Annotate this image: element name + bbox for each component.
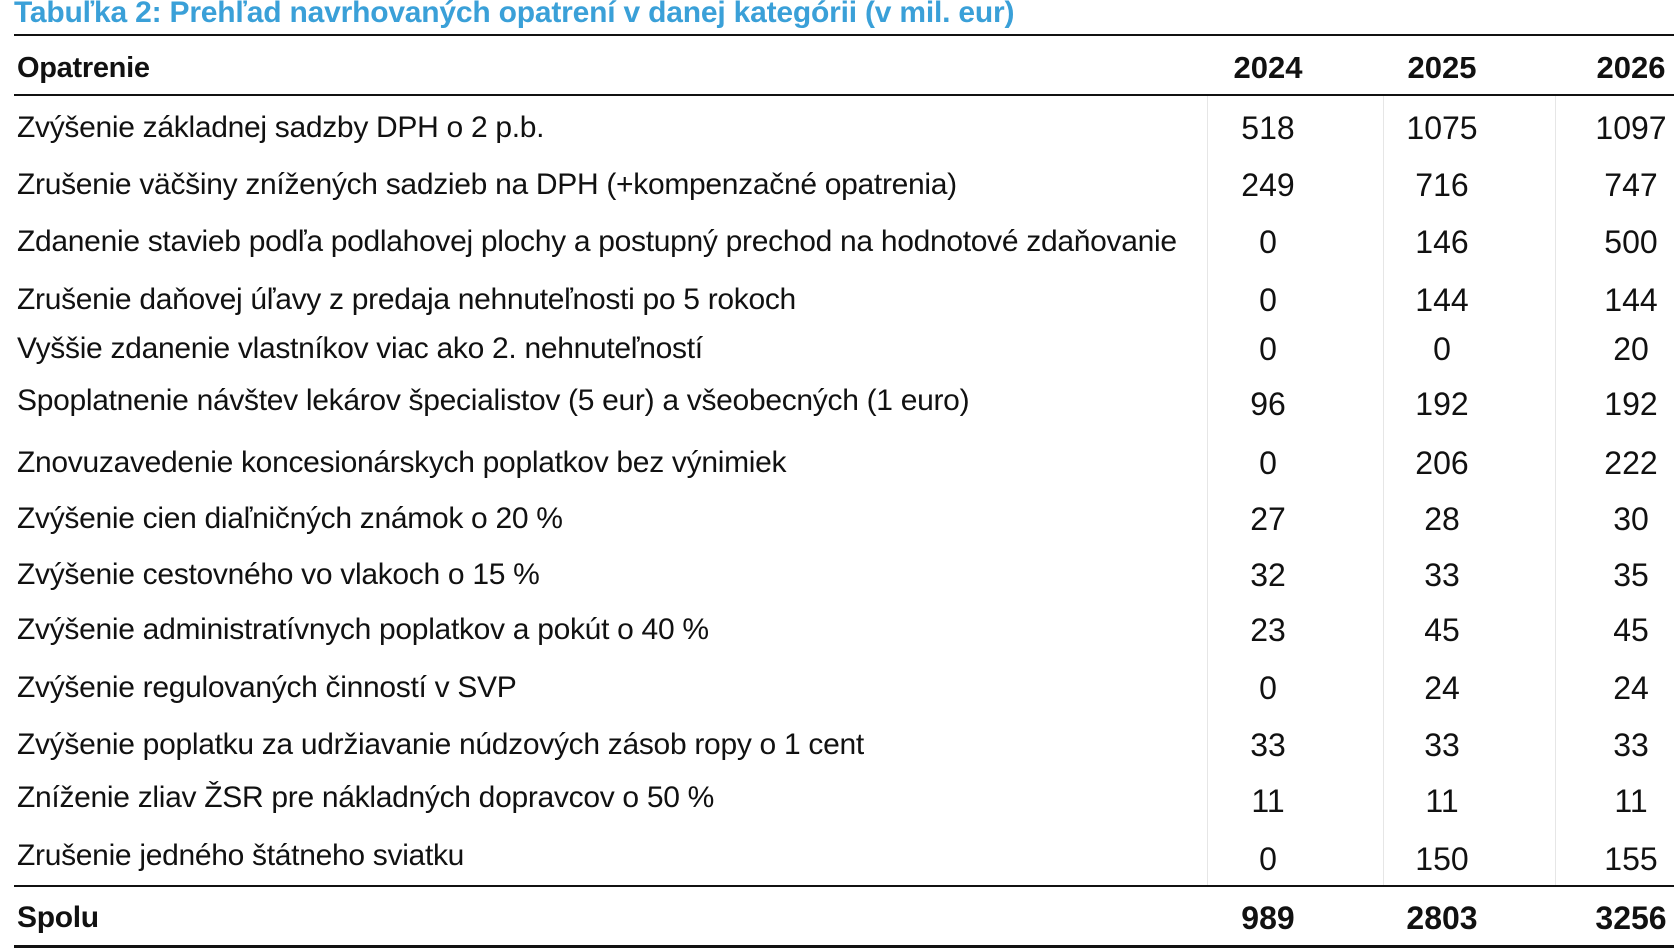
row-label: Zrušenie väčšiny znížených sadzieb na DPH (+kompenzačné opatrenia) [17, 168, 957, 201]
row-value-2026: 747 [1604, 167, 1658, 203]
table-caption: Tabuľka 2: Prehľad navrhovaných opatrení v danej kategórii (v mil. eur) [14, 0, 1015, 29]
row-value-2024: 0 [1259, 224, 1277, 260]
table-row [14, 604, 1674, 656]
total-label: Spolu [17, 901, 99, 934]
row-value-2025: 0 [1433, 331, 1451, 367]
row-value-2025: 144 [1415, 282, 1469, 318]
row-value-2026: 155 [1604, 841, 1658, 877]
row-label: Zvýšenie poplatku za udržiavanie núdzových zásob ropy o 1 cent [17, 728, 864, 761]
table-row [14, 437, 1674, 489]
table-row [14, 102, 1674, 154]
row-value-2026: 45 [1613, 612, 1649, 648]
row-value-2025: 11 [1425, 783, 1459, 819]
total-value-2025: 2803 [1406, 900, 1478, 936]
row-value-2026: 222 [1604, 445, 1658, 481]
row-value-2026: 1097 [1595, 110, 1667, 146]
row-value-2025: 192 [1415, 386, 1469, 422]
header-rule [14, 94, 1674, 96]
header-year-2026: 2026 [1596, 50, 1666, 85]
table-row [14, 549, 1674, 601]
row-value-2026: 144 [1604, 282, 1658, 318]
table-row [14, 159, 1674, 211]
row-value-2025: 33 [1424, 557, 1460, 593]
row-value-2026: 33 [1613, 727, 1649, 763]
row-value-2026: 192 [1604, 386, 1658, 422]
row-value-2026: 30 [1613, 501, 1649, 537]
row-value-2025: 24 [1424, 670, 1460, 706]
table-row [14, 719, 1674, 771]
header-year-2025: 2025 [1407, 50, 1477, 85]
row-label: Zvýšenie administratívnych poplatkov a pokút o 40 % [17, 613, 709, 646]
top-rule [14, 34, 1674, 36]
total-row [14, 892, 1674, 944]
row-value-2024: 0 [1259, 331, 1277, 367]
table-row [14, 323, 1674, 375]
row-value-2025: 1075 [1406, 110, 1478, 146]
table-header-row [14, 42, 1674, 94]
header-year-2024: 2024 [1233, 50, 1303, 85]
row-value-2025: 716 [1415, 167, 1469, 203]
table-row [14, 216, 1674, 268]
row-value-2026: 11 [1614, 783, 1648, 819]
row-value-2026: 500 [1604, 224, 1658, 260]
header-label: Opatrenie [17, 52, 150, 84]
row-value-2024: 11 [1251, 783, 1285, 819]
table-row [14, 772, 1674, 824]
row-value-2025: 45 [1424, 612, 1460, 648]
row-label: Znovuzavedenie koncesionárskych poplatkov bez výnimiek [17, 446, 787, 479]
row-value-2025: 146 [1415, 224, 1469, 260]
row-label: Zdanenie stavieb podľa podlahovej plochy a postupný prechod na hodnotové zdaňovanie [17, 225, 1177, 258]
row-value-2024: 23 [1250, 612, 1286, 648]
row-label: Zvýšenie cien diaľničných známok o 20 % [17, 502, 563, 535]
total-value-2026: 3256 [1595, 900, 1667, 936]
row-value-2024: 27 [1250, 501, 1286, 537]
row-value-2024: 33 [1250, 727, 1286, 763]
row-value-2024: 518 [1241, 110, 1295, 146]
table-row [14, 662, 1674, 714]
row-value-2025: 206 [1415, 445, 1469, 481]
row-value-2024: 0 [1259, 670, 1277, 706]
row-label: Zvýšenie základnej sadzby DPH o 2 p.b. [17, 111, 545, 144]
table-row [14, 274, 1674, 326]
row-value-2025: 150 [1415, 841, 1469, 877]
row-value-2024: 0 [1259, 282, 1277, 318]
total-value-2024: 989 [1241, 900, 1295, 936]
row-label: Vyššie zdanenie vlastníkov viac ako 2. nehnuteľností [17, 332, 703, 365]
row-label: Zvýšenie regulovaných činností v SVP [17, 671, 517, 704]
row-value-2026: 35 [1613, 557, 1649, 593]
row-value-2026: 24 [1613, 670, 1649, 706]
row-value-2026: 20 [1613, 331, 1649, 367]
row-label: Spoplatnenie návštev lekárov špecialistov (5 eur) a všeobecných (1 euro) [17, 384, 970, 417]
row-value-2024: 32 [1250, 557, 1286, 593]
row-label: Zrušenie daňovej úľavy z predaja nehnuteľnosti po 5 rokoch [17, 283, 796, 316]
row-value-2024: 0 [1259, 841, 1277, 877]
row-value-2024: 96 [1250, 386, 1286, 422]
row-label: Zvýšenie cestovného vo vlakoch o 15 % [17, 558, 540, 591]
table-row [14, 830, 1674, 882]
row-value-2024: 249 [1241, 167, 1295, 203]
row-label: Zníženie zliav ŽSR pre nákladných dopravcov o 50 % [17, 781, 715, 814]
total-rule [14, 885, 1674, 887]
row-label: Zrušenie jedného štátneho sviatku [17, 839, 465, 872]
row-value-2024: 0 [1259, 445, 1277, 481]
table-row [14, 493, 1674, 545]
row-value-2025: 28 [1424, 501, 1460, 537]
row-value-2025: 33 [1424, 727, 1460, 763]
table-row [14, 375, 1674, 427]
